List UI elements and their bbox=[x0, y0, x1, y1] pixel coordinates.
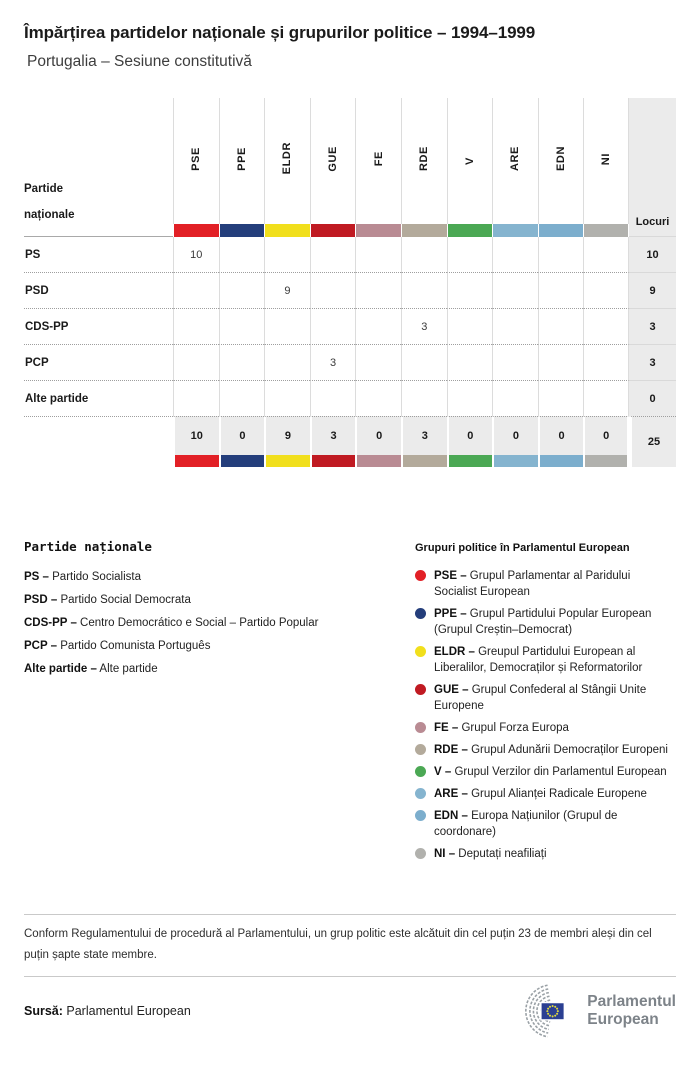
totals-row bbox=[24, 416, 676, 467]
color-bar-rde bbox=[401, 224, 447, 237]
seat-count-cell bbox=[264, 380, 310, 416]
party-seats-cell: 3 bbox=[629, 308, 676, 344]
political-group-legend-item bbox=[415, 764, 676, 780]
seats-table bbox=[24, 98, 676, 467]
political-groups-list bbox=[415, 568, 676, 862]
seat-count-cell bbox=[583, 237, 629, 272]
political-group-legend-item bbox=[415, 682, 676, 714]
political-group-legend-item bbox=[415, 644, 676, 676]
column-header-are bbox=[492, 98, 538, 224]
column-header-fe bbox=[355, 98, 401, 224]
group-total-colorbar bbox=[540, 455, 584, 467]
source-text: Parlamentul European bbox=[66, 1004, 191, 1018]
seat-count-cell bbox=[173, 308, 219, 344]
legends-section bbox=[24, 539, 676, 868]
seat-count-cell bbox=[310, 380, 356, 416]
seat-count-cell bbox=[492, 272, 538, 308]
party-seats-cell: 10 bbox=[629, 237, 676, 272]
seat-count-cell bbox=[310, 308, 356, 344]
political-group-legend-item bbox=[415, 846, 676, 862]
color-bar-pse bbox=[173, 224, 219, 237]
legend-color-dot bbox=[415, 646, 426, 657]
seat-count-cell bbox=[219, 237, 265, 272]
legend-item-abbr: PSE – bbox=[434, 570, 467, 582]
seat-count-cell: 3 bbox=[310, 344, 356, 380]
color-bar-ppe bbox=[219, 224, 265, 237]
source-label: Sursă: bbox=[24, 1004, 63, 1018]
logo-line2: European bbox=[587, 1011, 659, 1028]
legend-color-dot bbox=[415, 788, 426, 799]
source-line bbox=[24, 1004, 191, 1018]
seat-count-cell bbox=[492, 308, 538, 344]
seat-count-cell bbox=[355, 237, 401, 272]
group-total-value: 0 bbox=[558, 430, 565, 442]
legend-item-name: Grupul Adunării Democraților Europeni bbox=[467, 744, 668, 756]
legend-item-name: Europa Națiunilor (Grupul de coordonare) bbox=[434, 810, 618, 838]
column-header-ni bbox=[583, 98, 629, 224]
column-header-label: RDE bbox=[418, 145, 431, 172]
legend-color-dot bbox=[415, 684, 426, 695]
legend-national-parties-title: Partide naționale bbox=[24, 539, 152, 554]
legend-item-name: Alte partide bbox=[96, 663, 158, 675]
group-total-colorbar bbox=[175, 455, 219, 467]
column-header-rde bbox=[401, 98, 447, 224]
seats-column-header: Locuri bbox=[629, 98, 676, 237]
group-total-colorbar bbox=[585, 455, 627, 467]
national-party-legend-item bbox=[24, 589, 415, 612]
seat-count-cell bbox=[264, 344, 310, 380]
group-total-value: 0 bbox=[239, 430, 246, 442]
seat-count-cell bbox=[583, 272, 629, 308]
hemicycle-icon bbox=[502, 983, 578, 1039]
seat-count-cell bbox=[447, 308, 493, 344]
legend-item-abbr: EDN – bbox=[434, 810, 468, 822]
legend-item-abbr: V – bbox=[434, 766, 452, 778]
political-group-legend-item bbox=[415, 742, 676, 758]
row-header-cell bbox=[24, 98, 173, 237]
party-seats-cell: 3 bbox=[629, 344, 676, 380]
seat-count-cell bbox=[355, 308, 401, 344]
table-header-row bbox=[24, 98, 676, 224]
seat-count-cell bbox=[401, 380, 447, 416]
national-party-legend-item bbox=[24, 658, 415, 681]
seat-count-cell bbox=[355, 272, 401, 308]
legend-color-dot bbox=[415, 570, 426, 581]
national-party-legend-item bbox=[24, 566, 415, 589]
political-group-legend-item bbox=[415, 720, 676, 736]
legend-color-dot bbox=[415, 848, 426, 859]
group-total-cell bbox=[355, 416, 401, 467]
legend-item-name: Centro Democrático e Social – Partido Popular bbox=[76, 617, 319, 629]
national-party-legend-item bbox=[24, 612, 415, 635]
column-header-ppe bbox=[219, 98, 265, 224]
seat-count-cell bbox=[583, 380, 629, 416]
party-name: CDS-PP bbox=[24, 308, 173, 344]
column-header-v bbox=[447, 98, 493, 224]
seat-count-cell: 10 bbox=[173, 237, 219, 272]
seats-table-head bbox=[24, 98, 676, 237]
legend-item-name: Grupul Forza Europa bbox=[458, 722, 569, 734]
group-total-value: 3 bbox=[330, 430, 337, 442]
seat-count-cell bbox=[447, 344, 493, 380]
seat-count-cell bbox=[583, 308, 629, 344]
column-header-label: PSE bbox=[190, 146, 203, 171]
legend-item-name: Grupul Confederal al Stângii Unite Europene bbox=[434, 684, 647, 712]
seat-count-cell bbox=[219, 272, 265, 308]
party-row bbox=[24, 272, 676, 308]
color-bar-eldr bbox=[264, 224, 310, 237]
political-group-legend-item bbox=[415, 786, 676, 802]
party-seats-cell: 0 bbox=[629, 380, 676, 416]
group-total-value: 3 bbox=[421, 430, 428, 442]
seat-count-cell bbox=[310, 237, 356, 272]
group-total-colorbar bbox=[494, 455, 538, 467]
legend-political-groups-title: Grupuri politice în Parlamentul European bbox=[415, 542, 630, 554]
legend-item-name: Grupul Partidului Popular European (Grupul Creștin–Democrat) bbox=[434, 608, 652, 636]
seats-table-body bbox=[24, 237, 676, 467]
group-total-cell bbox=[492, 416, 538, 467]
legend-color-dot bbox=[415, 722, 426, 733]
legend-color-dot bbox=[415, 744, 426, 755]
seat-count-cell bbox=[492, 380, 538, 416]
seat-count-cell bbox=[447, 380, 493, 416]
group-total-colorbar bbox=[403, 455, 447, 467]
legend-item-name: Grupul Verzilor din Parlamentul European bbox=[451, 766, 667, 778]
logo-line1: Parlamentul bbox=[587, 993, 676, 1010]
column-header-label: GUE bbox=[327, 145, 340, 172]
group-total-colorbar bbox=[266, 455, 310, 467]
logo-wordmark bbox=[587, 993, 676, 1029]
seat-count-cell bbox=[401, 272, 447, 308]
legend-color-dot bbox=[415, 766, 426, 777]
legend-item-abbr: RDE – bbox=[434, 744, 468, 756]
legend-item-abbr: ELDR – bbox=[434, 646, 475, 658]
divider-top bbox=[24, 914, 676, 915]
legend-item-name: Deputați neafiliați bbox=[455, 848, 547, 860]
column-header-label: V bbox=[463, 157, 476, 165]
legend-political-groups bbox=[415, 539, 676, 868]
color-bar-v bbox=[447, 224, 493, 237]
seats-grand-total: 25 bbox=[629, 416, 676, 467]
column-header-gue bbox=[310, 98, 356, 224]
column-header-label: PPE bbox=[235, 146, 248, 171]
seat-count-cell bbox=[355, 344, 401, 380]
legend-color-dot bbox=[415, 608, 426, 619]
seat-count-cell bbox=[219, 308, 265, 344]
legend-item-abbr: PPE – bbox=[434, 608, 467, 620]
group-total-value: 0 bbox=[376, 430, 383, 442]
seat-count-cell bbox=[219, 380, 265, 416]
legend-national-parties bbox=[24, 539, 415, 868]
group-total-value: 10 bbox=[190, 430, 203, 442]
legend-item-name: Grupul Alianței Radicale Europene bbox=[467, 788, 647, 800]
group-total-cell bbox=[173, 416, 219, 467]
legend-item-abbr: ARE – bbox=[434, 788, 468, 800]
column-header-label: NI bbox=[600, 152, 613, 165]
european-parliament-logo bbox=[502, 983, 676, 1039]
legend-item-name: Greupul Partidului European al Liberalilor, Democraților și Reformatorilor bbox=[434, 646, 643, 674]
column-header-pse bbox=[173, 98, 219, 224]
group-total-colorbar bbox=[312, 455, 356, 467]
seat-count-cell bbox=[447, 272, 493, 308]
seat-count-cell bbox=[538, 308, 584, 344]
party-name: PSD bbox=[24, 272, 173, 308]
party-row bbox=[24, 308, 676, 344]
legend-item-name: Partido Comunista Português bbox=[57, 640, 211, 652]
group-total-cell bbox=[401, 416, 447, 467]
legend-item-abbr: NI – bbox=[434, 848, 456, 860]
page-subtitle: Portugalia – Sesiune constitutivă bbox=[27, 53, 252, 70]
seat-count-cell: 9 bbox=[264, 272, 310, 308]
group-total-value: 0 bbox=[603, 430, 610, 442]
legend-item-abbr: GUE – bbox=[434, 684, 469, 696]
group-total-value: 9 bbox=[284, 430, 292, 442]
footnote: Conform Regulamentului de procedură al Parlamentului, un grup politic este alcătuit din cel puțin 23 de membri aleși din cel puțin șapte state membre. bbox=[24, 928, 652, 961]
seat-count-cell bbox=[492, 237, 538, 272]
party-seats-cell: 9 bbox=[629, 272, 676, 308]
national-party-legend-item bbox=[24, 635, 415, 658]
seat-count-cell bbox=[173, 272, 219, 308]
legend-item-abbr: PSD – bbox=[24, 594, 58, 606]
political-group-legend-item bbox=[415, 808, 676, 840]
group-total-colorbar bbox=[449, 455, 493, 467]
seat-count-cell bbox=[538, 272, 584, 308]
legend-item-name: Grupul Parlamentar al Paridului Socialist European bbox=[434, 570, 631, 598]
seat-count-cell bbox=[219, 344, 265, 380]
group-total-cell bbox=[310, 416, 356, 467]
group-total-cell bbox=[538, 416, 584, 467]
seat-count-cell bbox=[310, 272, 356, 308]
seat-count-cell bbox=[538, 380, 584, 416]
legend-item-abbr: PCP – bbox=[24, 640, 58, 652]
party-name: PCP bbox=[24, 344, 173, 380]
legend-item-abbr: FE – bbox=[434, 722, 459, 734]
legend-item-name: Partido Socialista bbox=[48, 571, 141, 583]
group-total-value: 0 bbox=[467, 430, 474, 442]
seat-count-cell bbox=[583, 344, 629, 380]
column-header-label: ELDR bbox=[281, 142, 294, 175]
seat-count-cell bbox=[355, 380, 401, 416]
color-bar-gue bbox=[310, 224, 356, 237]
seat-count-cell bbox=[401, 237, 447, 272]
legend-color-dot bbox=[415, 810, 426, 821]
column-header-eldr bbox=[264, 98, 310, 224]
legend-item-abbr: CDS-PP – bbox=[24, 617, 77, 629]
column-header-label: FE bbox=[372, 150, 385, 167]
legend-item-abbr: PS – bbox=[24, 571, 49, 583]
divider-bottom bbox=[24, 976, 676, 977]
color-bar-are bbox=[492, 224, 538, 237]
legend-item-name: Partido Social Democrata bbox=[57, 594, 191, 606]
seat-count-cell bbox=[447, 237, 493, 272]
national-parties-list bbox=[24, 566, 415, 681]
footer bbox=[24, 983, 676, 1039]
color-bar-fe bbox=[355, 224, 401, 237]
page-title: Împărțirea partidelor naționale și grupurilor politice – 1994–1999 bbox=[24, 23, 536, 42]
group-total-cell bbox=[447, 416, 493, 467]
party-row bbox=[24, 237, 676, 272]
party-name: PS bbox=[25, 248, 41, 261]
seat-count-cell bbox=[401, 344, 447, 380]
seat-count-cell bbox=[264, 237, 310, 272]
seat-count-cell bbox=[173, 344, 219, 380]
column-header-edn bbox=[538, 98, 584, 224]
totals-spacer bbox=[24, 416, 173, 467]
column-header-label: EDN bbox=[555, 145, 568, 172]
group-total-cell bbox=[264, 416, 310, 467]
column-header-label: ARE bbox=[509, 145, 522, 172]
row-header-label: Partide naționale bbox=[24, 183, 75, 221]
party-row bbox=[24, 344, 676, 380]
legend-item-abbr: Alte partide – bbox=[24, 663, 97, 675]
group-total-value: 0 bbox=[512, 430, 520, 442]
color-bar-edn bbox=[538, 224, 584, 237]
political-group-legend-item bbox=[415, 568, 676, 600]
group-total-colorbar bbox=[357, 455, 401, 467]
seat-count-cell bbox=[264, 308, 310, 344]
seat-count-cell bbox=[538, 237, 584, 272]
color-bar-ni bbox=[583, 224, 629, 237]
seat-count-cell bbox=[492, 344, 538, 380]
party-name: Alte partide bbox=[24, 380, 173, 416]
group-total-cell bbox=[219, 416, 265, 467]
party-row bbox=[24, 380, 676, 416]
seat-count-cell bbox=[538, 344, 584, 380]
political-group-legend-item bbox=[415, 606, 676, 638]
seat-count-cell: 3 bbox=[401, 308, 447, 344]
seat-count-cell bbox=[173, 380, 219, 416]
group-total-cell bbox=[583, 416, 629, 467]
group-total-colorbar bbox=[221, 455, 265, 467]
